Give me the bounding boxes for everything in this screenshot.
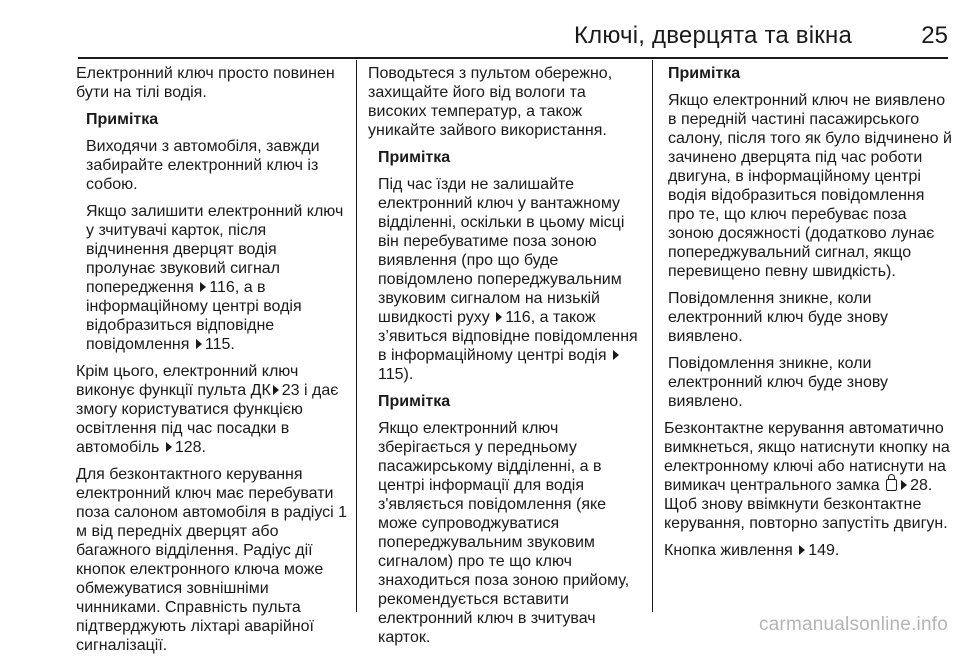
column-1 [76,64,348,663]
triangle-arrow-icon [196,339,202,349]
text: . [201,439,206,456]
note-paragraph [86,202,348,354]
note-block [368,392,644,647]
triangle-arrow-icon [901,480,907,490]
note-text: , а в інформаційному центрі водія відобразиться відповідне повідомлення [86,279,302,353]
column-divider-2 [652,60,653,612]
note-title: Примітка [668,65,741,82]
page-ref-link[interactable]: 116 [505,309,531,326]
page-ref-link[interactable]: 116 [209,279,235,296]
note-paragraph: Повідомлення зникне, коли електронний ключ буде знову виявлено. [668,355,889,410]
page-ref-link[interactable]: 128 [174,439,202,456]
header-divider [78,57,948,59]
text: Крім цього, електронний ключ виконує функції пульта ДК [76,363,299,399]
paragraph: Електронний ключ просто повинен бути на тілі водія. [76,65,335,101]
column-3 [664,64,954,568]
note-block [664,64,954,411]
triangle-arrow-icon [613,350,619,360]
note-paragraph: Якщо електронний ключ не виявлено в передній частині пасажирського салону, після того як було відчинено й зачинено дверцята під час роботи двигуна, в інформаційному центрі водія відобразиться повідомлення про те, що ключ перебуває поза зоною досяжності (додатково лунає попереджувальний сигнал, якщо перевищено певну швидкість). [668,92,952,280]
triangle-arrow-icon [799,545,805,555]
watermark: carmanualsonline.info [758,614,948,635]
text: . Щоб знову ввімкнути безконтактне керування, повторно запустіть двигун. [664,477,948,532]
note-title: Примітка [378,149,451,166]
triangle-arrow-icon [273,385,279,395]
note-text: ). [403,366,414,383]
paragraph [664,541,954,560]
triangle-arrow-icon [166,442,172,452]
text: і дає змогу користуватися функцією освітлення під час посадки в автомобіль [76,382,339,456]
page-ref-link[interactable]: 28 [910,477,928,494]
text: . [834,542,840,559]
paragraph [664,419,954,533]
column-2 [368,64,644,655]
text: Кнопка живлення [664,542,793,559]
page-header [0,0,960,60]
note-paragraph: Якщо електронний ключ зберігається у передньому пасажирському відділенні, а в центрі інформації для водія з'являється повідомлення (яке може супроводжуватися попереджувальним звуковим сигналом) про те що ключ знаходиться поза зоною прийому, рекомендується вставити електронний ключ в зчитувач карток. [378,420,630,646]
lock-icon [886,479,897,491]
note-block [368,148,644,384]
note-title: Примітка [86,111,159,128]
page-title: Ключі, дверцята та вікна [573,22,852,49]
page-ref-link[interactable]: 115 [204,336,231,353]
column-divider-1 [356,60,357,612]
paragraph: Для безконтактного керування електронний ключ має перебувати поза салоном автомобіля в радіусі 1 м від передніх дверцят або багажного відділення. Радіус дії кнопок електронного ключа може обмежуватися зовнішніми чинниками. Справність пульта підтверджують ліхтарі аварійної сигналізації. [76,466,348,654]
page-ref-link[interactable]: 115 [378,366,404,383]
note-text: , а також з’явиться відповідне повідомлення в інформаційному центрі водія [378,309,638,364]
note-paragraph [378,175,644,384]
text: Безконтактне керування автоматично вимкнеться, якщо натиснути кнопку на електронному ключі або натиснути на вимикач центрального замка [664,420,950,494]
note-text: . [230,336,235,353]
note-paragraph: Повідомлення зникне, коли електронний ключ буде знову виявлено. [668,290,889,345]
note-text: Якщо залишити електронний ключ у зчитувачі карток, після відчинення дверцят водія пролунає звуковий сигнал попередження [86,203,344,296]
paragraph [76,362,348,457]
page-ref-link[interactable]: 23 [281,382,300,399]
page-ref-link[interactable]: 149 [808,542,835,559]
paragraph: Поводьтеся з пультом обережно, захищайте його від вологи та високих температур, а також уникайте зайвого використання. [368,65,613,139]
note-title: Примітка [378,393,451,410]
note-block [76,110,348,354]
triangle-arrow-icon [496,312,502,322]
page-number: 25 [921,22,948,49]
note-paragraph: Виходячи з автомобіля, завжди забирайте електронний ключ із собою. [86,138,320,193]
note-text: Під час їзди не залишайте електронний ключ у вантажному відділенні, оскільки в цьому місці він перебуватиме поза зоною виявлення (про що буде повідомлено попереджувальним звуковим сигналом на низькій швидкості руху [378,176,625,326]
triangle-arrow-icon [200,282,206,292]
